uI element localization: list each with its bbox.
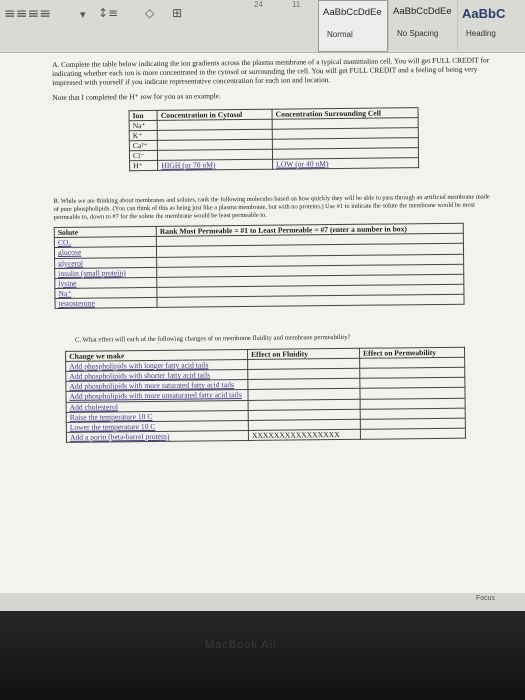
rank-header: Rank Most Permeable = #1 to Least Permeable = #7 (enter a number in box) (156, 223, 463, 236)
cytosol-cell[interactable]: HIGH (or 70 nM) (158, 159, 273, 170)
change-header: Change we make (66, 349, 248, 361)
style-normal[interactable] (318, 0, 388, 52)
document-body (52, 56, 496, 443)
document-page[interactable] (0, 53, 525, 593)
solute-cell: glycerol (55, 257, 157, 268)
fluidity-header: Effect on Fluidity (248, 348, 360, 359)
fluidity-cell: XXXXXXXXXXXXXXXX (248, 429, 360, 440)
rank-cell[interactable] (157, 294, 464, 307)
membrane-change-table (65, 347, 466, 443)
change-cell: Add phospholipids with shorter fatty acid tails (66, 370, 248, 382)
permeability-cell[interactable] (360, 428, 465, 439)
ion-cell: Ca²⁺ (129, 140, 157, 150)
style-sample: AaBbCcDdEe (393, 6, 452, 17)
change-cell: Add phospholipids with more saturated fatty acid tails (66, 380, 248, 392)
change-cell: Add phospholipids with longer fatty acid tails (66, 360, 248, 372)
note-text: Note that I completed the H⁺ row for you as an example. (52, 90, 221, 102)
table-row (130, 158, 419, 171)
change-cell: Add a porin (beta-barrel protein) (66, 430, 248, 442)
solute-cell: insulin (small protein) (55, 267, 157, 278)
cytosol-header: Concentration in Cytosol (157, 109, 272, 120)
solute-cell: lysine (55, 277, 157, 288)
change-cell: Add cholesterol (66, 400, 248, 412)
font-size-b: 11 (292, 0, 301, 9)
change-cell: Raise the temperature 10 C (66, 410, 248, 422)
part-c-text: C. What effect will each of the following changes of on membrane fluidity and membrane permeability? (74, 333, 351, 344)
style-sample: AaBbC (462, 6, 506, 21)
style-name: No Spacing (397, 29, 439, 38)
focus-button[interactable]: Focus (475, 595, 495, 602)
style-gallery (318, 0, 525, 52)
solute-table (54, 223, 465, 309)
style-heading[interactable] (457, 0, 525, 50)
align-justify-icon[interactable]: ≡≡≡≡ (4, 6, 51, 22)
change-cell: Add phospholipids with more unsaturated fatty acid tails (66, 390, 248, 402)
ion-header: Ion (129, 110, 157, 120)
solute-header: Solute (54, 227, 156, 238)
borders-icon[interactable]: ⊞ (172, 6, 183, 20)
word-ribbon (0, 0, 525, 53)
font-size-a: 24 (254, 0, 263, 9)
ion-cell: Na⁺ (129, 120, 157, 130)
line-spacing-icon[interactable]: ↕≡ (98, 6, 119, 20)
surrounding-header: Concentration Surrounding Cell (272, 107, 418, 119)
style-no-spacing[interactable] (388, 0, 457, 50)
dropdown-arrow-icon[interactable]: ▾ (80, 8, 86, 21)
solute-cell: Na⁺ (55, 287, 157, 298)
part-b-text: B. While we are thinking about membranes and solutes, rank the following molecules based on how quickly they will be able to pass through an artificial membrane made of pure phospholipids. (You can think of this as being just like a plasma membrane, but with no proteins.) Use #1 to indicate the solute the membrane would be most permeable to, down to #7 for the solute the membrane would be least permeable to. (53, 193, 490, 221)
surrounding-cell[interactable]: LOW (or 40 nM) (273, 158, 419, 170)
laptop-brand-label: MacBook Air (205, 639, 278, 651)
shading-icon[interactable]: ◇ (145, 6, 155, 20)
style-sample: AaBbCcDdEe (323, 7, 382, 18)
part-a-text: A. Complete the table below indicating the ion gradients across the plasma membrane of a typical mammalian cell. You will get FULL CREDIT for indicating whether each ion is more concentrated in the cytosol or surrounding the cell. You will get FULL CREDIT and a feeling of being very impressed with yourself if you indicate representative concentration for each ion and location. (51, 55, 490, 87)
status-bar (0, 593, 525, 611)
style-name: Heading (466, 29, 496, 38)
permeability-header: Effect on Permeability (360, 347, 465, 358)
ion-table (129, 107, 420, 172)
ion-cell: Cl⁻ (129, 150, 157, 160)
change-cell: Lower the temperature 10 C (66, 420, 248, 432)
solute-cell: glucose (54, 247, 156, 258)
ion-cell: H⁺ (130, 160, 158, 170)
style-name: Normal (327, 30, 353, 39)
solute-cell: CO₂ (54, 237, 156, 248)
ion-cell: K⁺ (129, 130, 157, 140)
solute-cell: testosterone (55, 297, 157, 308)
